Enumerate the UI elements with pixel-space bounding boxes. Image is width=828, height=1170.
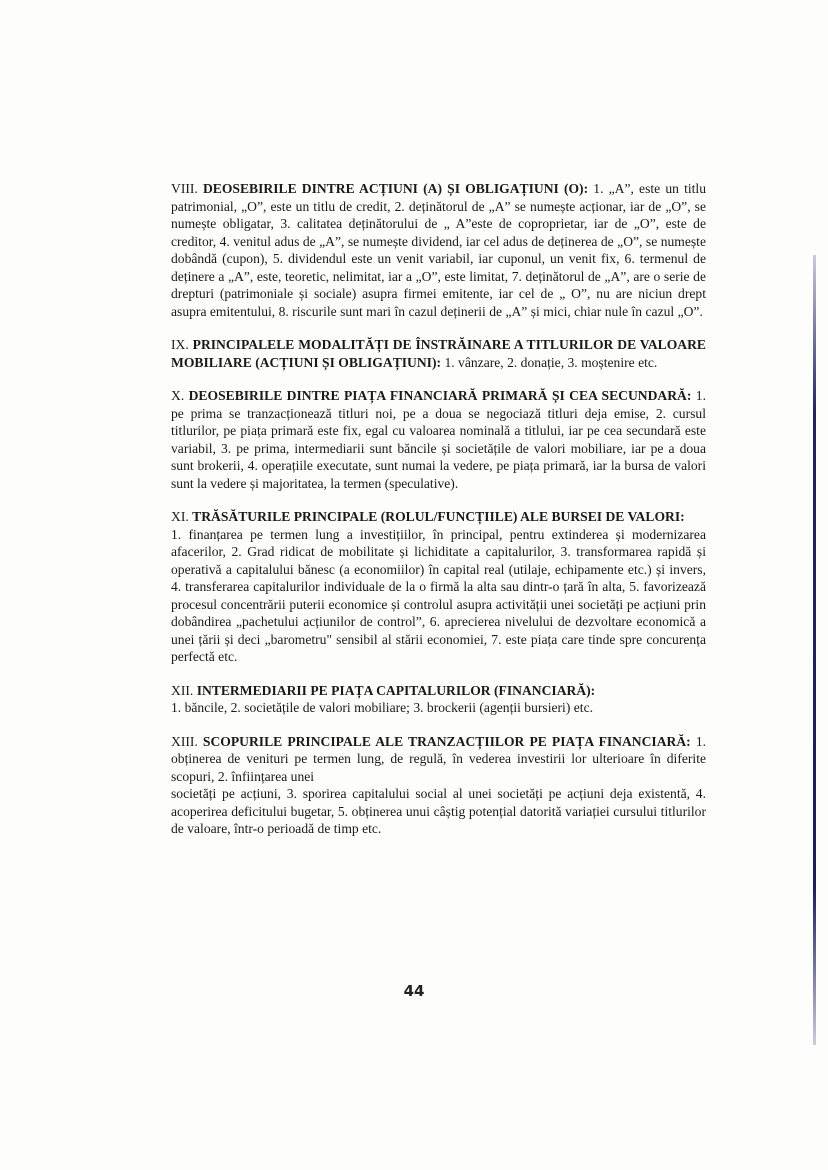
section-heading: PRINCIPALELE MODALITĂȚI DE ÎNSTRĂINARE A TITLURILOR DE VALOARE MOBILIARE (ACȚIUNI ȘI OBLIGAȚIUNI): [171, 337, 706, 370]
section-body-continued: societăți pe acțiuni, 3. sporirea capitalului social al unei societăți pe acțiuni deja existentă, 4. acoperirea deficitului bugetar, 5. obținerea unui câștig potențial datorită variației cursului titlurilor de valoare, într-o perioadă de timp etc. [171, 786, 706, 836]
page-content [171, 180, 706, 854]
section-x [171, 387, 706, 492]
section-body: 1. pe prima se tranzacționează titluri noi, pe a doua se negociază titluri deja emise, 2. cursul titlurilor, pe piața primară este fix, egal cu valoarea nominală a titlului, iar pe cea secundară este variabil, 3. pe prima, intermediarii sunt băncile și societățile de valori mobiliare, iar pe a doua sunt brokerii, 4. operațiile executate, sunt numai la vedere, pe piața primară, iar la bursa de valori sunt la vedere și majoritatea, la termen (speculative). [171, 388, 706, 491]
section-number: XIII. [171, 733, 198, 749]
section-heading: DEOSEBIRILE DINTRE ACȚIUNI (A) ȘI OBLIGAȚIUNI (O): [202, 181, 589, 196]
page-number: 44 [403, 982, 425, 1000]
section-xiii [171, 733, 706, 838]
section-xii [171, 682, 706, 717]
section-heading: DEOSEBIRILE DINTRE PIAȚA FINANCIARĂ PRIMARĂ ȘI CEA SECUNDARĂ: [188, 388, 692, 403]
section-body: 1. vânzare, 2. donație, 3. moștenire etc. [444, 354, 658, 370]
section-number: IX. [171, 337, 189, 352]
section-ix [171, 336, 706, 371]
section-xi [171, 508, 706, 666]
section-heading: TRĂSĂTURILE PRINCIPALE (ROLUL/FUNCȚIILE) ALE BURSEI DE VALORI: [192, 509, 685, 524]
section-body: 1. finanțarea pe termen lung a investițiilor, în principal, pentru extinderea și modernizarea afacerilor, 2. Grad ridicat de mobilitate și lichiditate a capitalurilor, 3. transformarea rapidă și operativă a capitalului bănesc (a economiilor) în capital real (utilaje, echipamente etc.) și invers, 4. transferarea capitalurilor individuale de la o firmă la alta sau dintr-o țară în alta, 5. favorizează procesul concentrării puterii economice și controlul asupra activității unei societăți pe acțiuni prin dobândirea „pachetului acțiunilor de control”, 6. aprecierea nivelului de dezvoltare economică a unei țării și deci „barometru" sensibil al stării economiei, 7. este piața care tinde spre concurența perfectă etc. [171, 526, 706, 664]
section-body: 1. „A”, este un titlu patrimonial, „O”, este un titlu de credit, 2. deținătorul de „A” se numește acționar, iar de „O”, se numește obligatar, 3. calitatea deținătorului de „ A”este de coproprietar, iar de „O”, este de creditor, 4. venitul adus de „A”, se numește dividend, iar cel adus de deținerea de „O”, se numește dobândă (cupon), 5. dividendul este un venit variabil, iar cuponul, un venit fix, 6. termenul de deținere a „A”, este, teoretic, nelimitat, iar a „O”, este limitat, 7. deținătorul de „A”, are o serie de drepturi (patrimoniale și sociale) asupra firmei emitente, iar cel de „ O”, nu are niciun drept asupra emitentului, 8. riscurile sunt mari în cazul deținerii de „A” și mici, chiar nule în cazul „O”. [171, 181, 706, 319]
section-body: 1. obținerea de venituri pe termen lung, de regulă, în vederea investirii lor ulterioare în diferite scopuri, 2. înființarea unei [171, 733, 707, 784]
section-number: XII. [171, 682, 194, 698]
section-body: 1. băncile, 2. societățile de valori mobiliare; 3. brockerii (agenții bursieri) etc. [171, 700, 594, 715]
section-number: VIII. [171, 181, 198, 196]
section-number: XI. [171, 509, 189, 524]
section-viii [171, 180, 706, 320]
section-heading: INTERMEDIARII PE PIAȚA CAPITALURILOR (FINANCIARĂ): [196, 682, 596, 698]
page-edge-line [813, 255, 816, 1045]
section-heading: SCOPURILE PRINCIPALE ALE TRANZACȚIILOR PE PIAȚA FINANCIARĂ: [202, 733, 691, 749]
section-number: X. [171, 388, 185, 403]
